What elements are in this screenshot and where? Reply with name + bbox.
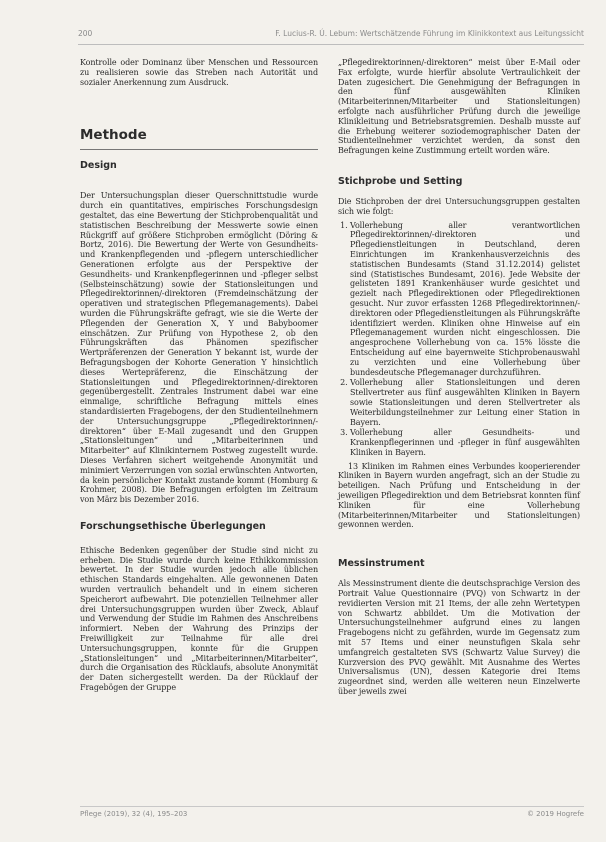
section-rule: [80, 149, 318, 150]
sample-list-item: 1. Vollerhebung aller verantwortlichen Pflegedirektorinnen/-direktoren und Pflegedienstleitungen in Deutschland, deren Einrichtungen im Krankenhausverzeichnis des statistischen Bundesamts (Stand 31.12.2014) gelistet sind (Statistisches Bundesamt, 2016). Jede Website der gelisteten 1891 Krankenhäuser wurde gesichtet und gezielt nach Pflegedirektionen oder Pflegedirektionen gesucht. Nur zuvor erfassten 1268 Pflegedirektorinnen/-direktoren oder Pflegedienstleitungen als Führungskräfte identifiziert werden. Kliniken ohne Hinweise auf ein Pflegemanagement wurden nicht eingeschlossen. Die angesprochene Vollerhebung von ca. 15% lösste die Entscheidung auf eine bayernweite Stichprobenauswahl zu verzichten und eine Vollerhebung über bundesdeutsche Pflegemanager durchzuführen.: [350, 221, 580, 378]
sample-list-item: 3. Vollerhebung aller Gesundheits- und Krankenpflegerinnen und -pfleger in fünf ausgewählten Kliniken in Bayern.: [350, 428, 580, 457]
right-column: [338, 58, 580, 701]
subsection-title-instrument: Messinstrument: [338, 558, 425, 570]
sample-intro: Die Stichproben der drei Untersuchungsgruppen gestalten sich wie folgt:: [338, 196, 580, 216]
sample-list-item: 2. Vollerhebung aller Stationsleitungen und deren Stellvertreter aus fünf ausgewählten Kliniken in Bayern sowie Stationsleitungen und deren Stellvertreter als Weiterbildungsteilnehmer zur Leitung einer Station in Bayern.: [350, 378, 580, 427]
footer-rule: [80, 806, 584, 807]
page-footer: [80, 810, 584, 824]
running-title: F. Lucius-R. Ú. Lebum: Wertschätzende Führung im Klinikkontext aus Leitungssicht: [275, 29, 584, 38]
sample-list: [338, 221, 580, 458]
sample-follow-paragraph: 13 Kliniken im Rahmen eines Verbundes kooperierender Kliniken in Bayern wurden angefragt, sich an der Studie zu beteiligen. Nach Prüfung und Entscheidung in der jeweiligen Pflegedirektion und dem Betriebsrat konnten fünf Kliniken für eine Vollerhebung (Mitarbeiterinnen/Mitarbeiter und Stationsleitungen) gewonnen werden.: [338, 461, 580, 530]
subsection-title-ethics: Forschungsethische Überlegungen: [80, 520, 266, 532]
left-column: [80, 58, 318, 697]
ethics-paragraph: Ethische Bedenken gegenüber der Studie sind nicht zu erheben. Die Studie wurde durch keine Ethikkommission bewertet. In der Studie wurden jedoch alle üblichen ethischen Standards eingehalten. Alle gewonnenen Daten wurden vertraulich behandelt und in einem sicheren Speicherort aufbewahrt. Die potenziellen Teilnehmer aller drei Untersuchungsgruppen wurden über Zweck, Ablauf und Verwendung der Studie im Rahmen des Anschreibens informiert. Neben der Wahrung des Prinzips der Freiwilligkeit zur Teilnahme für alle drei Untersuchungsgruppen, konnte für die Gruppen „Stationsleitungen“ und „Mitarbeiterinnen/Mitarbeiter“, durch die Organisation des Rücklaufs, absolute Anonymität der Daten sichergestellt werden. Da der Rücklauf der Fragebögen der Gruppe: [80, 545, 318, 693]
intro-paragraph: Kontrolle oder Dominanz über Menschen und Ressourcen zu realisieren sowie das Streben nach Autorität und sozialer Anerkennung zum Ausdruck.: [80, 58, 318, 87]
design-paragraph: Der Untersuchungsplan dieser Querschnittstudie wurde durch ein quantitatives, empirisches Forschungsdesign gestaltet, das eine Bewertung der Stichprobenqualität und statistischen Beschreibung der Messwerte sowie einen Rückgriff auf größere Stichproben ermöglicht (Döring & Bortz, 2016). Die Bewertung der Werte von Gesundheits- und Krankenpflegenden und -pflegern unterschiedlicher Generationen erfolgte aus der Perspektive der Gesundheits- und Krankenpflegerinnen und -pfleger selbst (Selbsteinschätzung) sowie der Stationsleitungen und Pflegedirektorinnen/-direktoren (Fremdeinschätzung der operativen und strategischen Pflegemanagements). Dabei wurden die Führungskräfte gefragt, wie sie die Werte der Pflegenden der Generation X, Y und Babyboomer einschätzen. Zur Prüfung von Hypothese 2, ob den Führungskräften das Phänomen spezifischer Wertpräferenzen der Generation Y bekannt ist, wurde der Befragungsbogen der Kohorte Generation Y hinsichtlich dieses Wertepräferenz, die Einschätzung der Stationsleitungen und Pflegedirektorinnen/-direktoren gegenübergestellt. Zentrales Instrument dabei war eine einmalige, schriftliche Befragung mittels eines standardisierten Fragebogens, der den Studienteilnehmern der Untersuchungsgruppe „Pflegedirektorinnen/-direktoren“ über E-Mail zugesandt und den Gruppen „Stationsleitungen“ und „Mitarbeiterinnen und Mitarbeiter“ auf Klinikinternem Postweg zugestellt wurde. Dieses Verfahren sichert weitgehende Anonymität und minimiert Verzerrungen von sozial erwünschten Antworten, da kein persönlicher Kontakt zustande kommt (Homburg & Krohmer, 2008). Die Befragungen erfolgten im Zeitraum von März bis Dezember 2016.: [80, 191, 318, 505]
page-number: 200: [78, 29, 93, 38]
section-title-methode: Methode: [80, 127, 147, 144]
subsection-title-sample: Stichprobe und Setting: [338, 175, 463, 187]
publisher-copyright: © 2019 Hogrefe: [526, 810, 584, 818]
page-header: [78, 29, 584, 43]
journal-citation: Pflege (2019), 32 (4), 195–203: [80, 810, 188, 818]
subsection-title-design: Design: [80, 160, 117, 172]
instrument-paragraph: Als Messinstrument diente die deutschsprachige Version des Portrait Value Questionnaire (PVQ) von Schwartz in der revidierten Version mit 21 Items, der alle zehn Wertetypen von Schwartz abbildet. Um die Motivation der Untersuchungsteilnehmer aufgrund eines zu langen Fragebogens nicht zu gefährden, wurde im Gegensatz zum mit 57 Items und einer neunstufigen Skala sehr umfangreich gestalteten SVS (Schwartz Value Survey) die Kurzversion des PVQ gewählt. Mit Ausnahme des Wertes Universalismus (UN), dessen Kategorie drei Items zugeordnet sind, werden alle weiteren neun Einzelwerte über jeweils zwei: [338, 579, 580, 697]
continuation-paragraph: „Pflegedirektorinnen/-direktoren“ meist über E-Mail oder Fax erfolgte, wurde hierfür absolute Vertraulichkeit der Daten zugesichert. Die Genehmigung der Befragungen in den fünf ausgewählten Kliniken (Mitarbeiterinnen/Mitarbeiter und Stationsleitungen) erfolgte nach ausführlicher Prüfung durch die jeweilige Klinikleitung und Betriebsratsgremien. Deshalb musste auf die Erhebung weiterer soziodemographischer Daten der Studienteilnehmer verzichtet werden, da sonst den Befragungen keine Zustimmung erteilt worden wäre.: [338, 58, 580, 156]
header-rule: [78, 44, 584, 45]
